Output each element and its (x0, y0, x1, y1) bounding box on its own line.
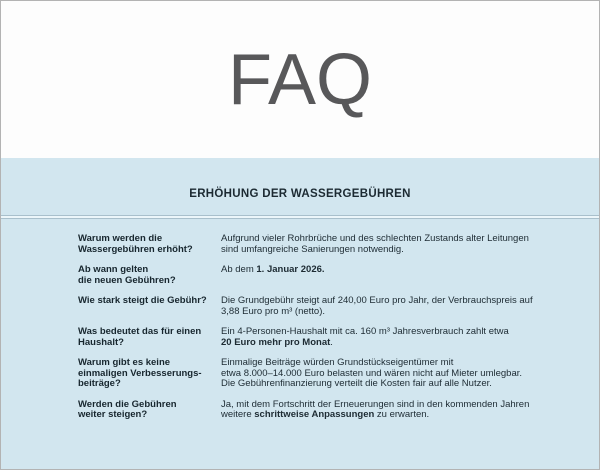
faq-question: Wie stark steigt die Gebühr? (78, 295, 207, 306)
faq-list (1, 234, 599, 421)
faq-question: Warum gibt es keine einmaligen Verbesserungs- beiträge? (78, 357, 202, 389)
faq-answer: Ab dem 1. Januar 2026. (221, 264, 325, 275)
top-section (1, 1, 599, 158)
water-fees-section (1, 158, 599, 470)
faq-answer: Aufgrund vieler Rohrbrüche und des schlechten Zustands alter Leitungen sind umfangreiche Sanierungen notwendig. (221, 233, 529, 255)
faq-row (1, 400, 599, 421)
faq-row (1, 296, 599, 317)
faq-question: Werden die Gebühren weiter steigen? (78, 398, 177, 420)
faq-answer: Die Grundgebühr steigt auf 240,00 Euro pro Jahr, der Verbrauchspreis auf 3,88 Euro pro m³ (netto). (221, 295, 533, 317)
faq-row (1, 358, 599, 390)
faq-answer: Einmalige Beiträge würden Grundstückseigentümer mit etwa 8.000–14.000 Euro belasten und wären nicht auf Mieter umlegbar. Die Gebührenfinanzierung verteilt die Kosten fair auf alle Nutzer. (221, 357, 523, 389)
faq-question: Warum werden die Wassergebühren erhöht? (78, 233, 193, 255)
faq-answer: Ja, mit dem Fortschritt der Erneuerungen sind in den kommenden Jahren weitere schrittweise Anpassungen zu erwarten. (221, 398, 530, 420)
section-divider (1, 215, 599, 219)
faq-question: Ab wann gelten die neuen Gebühren? (78, 264, 176, 286)
section-heading: ERHÖHUNG DER WASSERGEBÜHREN (189, 188, 411, 200)
faq-row (1, 327, 599, 348)
faq-row (1, 265, 599, 286)
faq-row (1, 234, 599, 255)
faq-question: Was bedeutet das für einen Haushalt? (78, 326, 202, 348)
page-title: FAQ (227, 39, 373, 120)
faq-answer: Ein 4-Personen-Haushalt mit ca. 160 m³ Jahresverbrauch zahlt etwa 20 Euro mehr pro Monat. (221, 326, 509, 348)
